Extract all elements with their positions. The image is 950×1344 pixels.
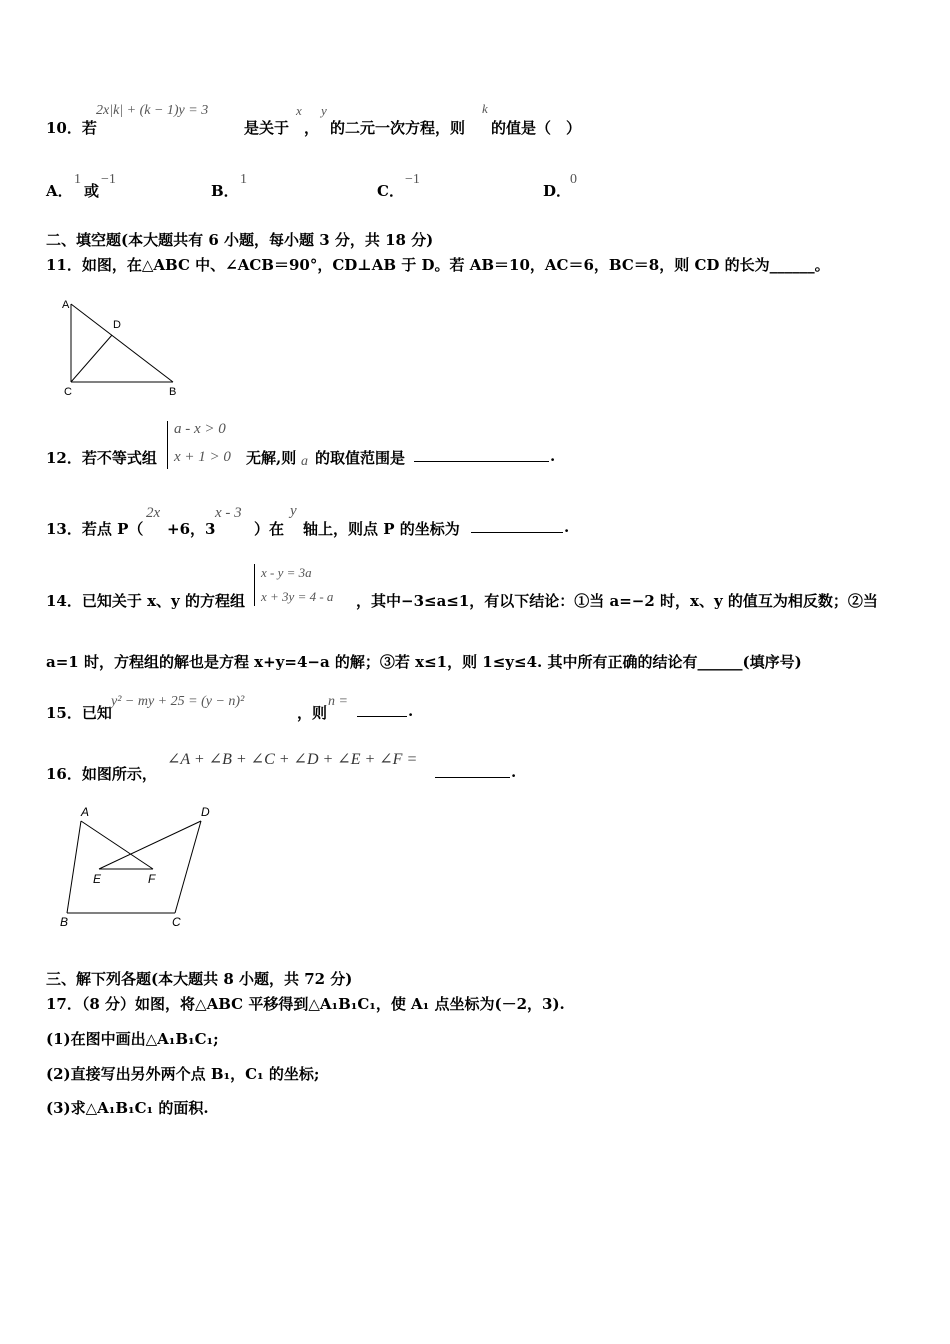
q16-label-f: F — [148, 872, 156, 886]
q10-option-a-value-2: −1 — [101, 172, 116, 187]
q16-number: 16．如图所示， — [46, 765, 157, 783]
q11-text: 11．如图，在△ABC 中、∠ACB＝90°，CD⊥AB 于 D。若 AB＝10，AC＝6，BC＝8，则 CD 的长为______。 — [46, 256, 830, 274]
q16-label-e: E — [93, 872, 102, 886]
q15-text-1: ，则 — [297, 704, 328, 722]
q15-equation: y² − my + 25 = (y − n)² — [111, 694, 245, 709]
q16-equation: ∠A + ∠B + ∠C + ∠D + ∠E + ∠F = — [167, 751, 418, 768]
q13-answer-blank[interactable] — [471, 518, 563, 533]
q10-option-a-value-1: 1 — [74, 172, 81, 187]
q10-number: 10．若 — [46, 119, 97, 137]
q10-var-x: x — [296, 103, 302, 118]
q10-option-c-value: −1 — [405, 172, 420, 187]
q12-var-a: a — [301, 454, 308, 469]
q10-option-a-or: 或 — [84, 182, 100, 200]
q17-part-1: (1)在图中画出△A₁B₁C₁; — [46, 1030, 219, 1048]
section-3-heading: 三、解下列各题(本大题共 8 小题，共 72 分) — [46, 970, 353, 988]
q13-text-2: ）在 — [254, 520, 285, 538]
q10-text-3: 的值是（ ） — [491, 119, 582, 137]
section-2-heading: 二、填空题(本大题共有 6 小题，每小题 3 分，共 18 分) — [46, 231, 434, 249]
q12-brace — [167, 421, 168, 469]
q11-label-b: B — [169, 386, 177, 398]
q14-line-1: ，其中−3≤a≤1，有以下结论：①当 a=−2 时，x、y 的值互为相反数；②当 — [356, 592, 878, 610]
q13-text-1: +6，3 — [167, 520, 216, 538]
q15-answer-blank[interactable] — [357, 702, 407, 717]
q12-number: 12．若不等式组 — [46, 449, 157, 467]
q11-label-c: C — [64, 386, 72, 398]
q16-label-d: D — [201, 805, 210, 819]
q13-number: 13．若点 P（ — [46, 520, 144, 538]
q12-inequality-2: x + 1 > 0 — [174, 449, 231, 465]
q11-label-d: D — [113, 319, 121, 331]
q10-equation: 2x|k| + (k − 1)y = 3 — [96, 103, 209, 118]
q10-text-1: 是关于 — [244, 119, 290, 137]
q13-text-3: 轴上，则点 P 的坐标为 — [303, 520, 460, 538]
q13-end: . — [564, 518, 570, 536]
q16-answer-blank[interactable] — [435, 763, 510, 778]
q15-n-equals: n = — [328, 694, 348, 709]
q13-var-y: y — [290, 503, 297, 519]
q12-answer-blank[interactable] — [414, 447, 549, 462]
q14-equation-1: x - y = 3a — [261, 565, 312, 580]
q14-equation-2: x + 3y = 4 - a — [261, 589, 334, 604]
q10-option-a-label: A． — [46, 182, 73, 200]
q17-part-3: (3)求△A₁B₁C₁ 的面积. — [46, 1099, 209, 1117]
q14-brace — [254, 564, 255, 606]
q13-expr-2: x - 3 — [215, 505, 242, 521]
q15-number: 15．已知 — [46, 704, 112, 722]
q14-line-2: a=1 时，方程组的解也是方程 x+y=4−a 的解；③若 x≤1，则 1≤y≤4. 其中所有正确的结论有______(填序号) — [46, 653, 802, 671]
q12-text-1: 无解,则 — [246, 449, 297, 467]
q11-label-a: A — [62, 299, 70, 311]
q10-var-y: y — [321, 103, 327, 118]
q10-option-d-value: 0 — [570, 172, 577, 187]
q15-end: . — [408, 702, 414, 720]
q10-option-c-label: C． — [377, 182, 404, 200]
q10-var-k: k — [482, 101, 488, 116]
q12-end: . — [550, 447, 556, 465]
q13-expr-1: 2x — [146, 505, 161, 521]
q10-option-d-label: D． — [543, 182, 572, 200]
q11-triangle-figure — [58, 294, 188, 400]
q10-option-b-value: 1 — [240, 172, 247, 187]
q16-end: . — [511, 763, 517, 781]
q12-text-2: 的取值范围是 — [315, 449, 406, 467]
q17-part-2: (2)直接写出另外两个点 B₁，C₁ 的坐标; — [46, 1065, 320, 1083]
q17-heading: 17．（8 分）如图，将△ABC 平移得到△A₁B₁C₁，使 A₁ 点坐标为(－2，3). — [46, 995, 565, 1013]
q10-option-b-label: B． — [211, 182, 239, 200]
q10-text-2: 的二元一次方程，则 — [330, 119, 466, 137]
q16-label-b: B — [60, 915, 69, 929]
q16-label-a: A — [81, 805, 90, 819]
q16-figure — [55, 800, 225, 932]
q10-comma: ， — [304, 119, 320, 137]
q14-number: 14．已知关于 x、y 的方程组 — [46, 592, 245, 610]
q16-label-c: C — [172, 915, 181, 929]
q12-inequality-1: a - x > 0 — [174, 421, 226, 437]
